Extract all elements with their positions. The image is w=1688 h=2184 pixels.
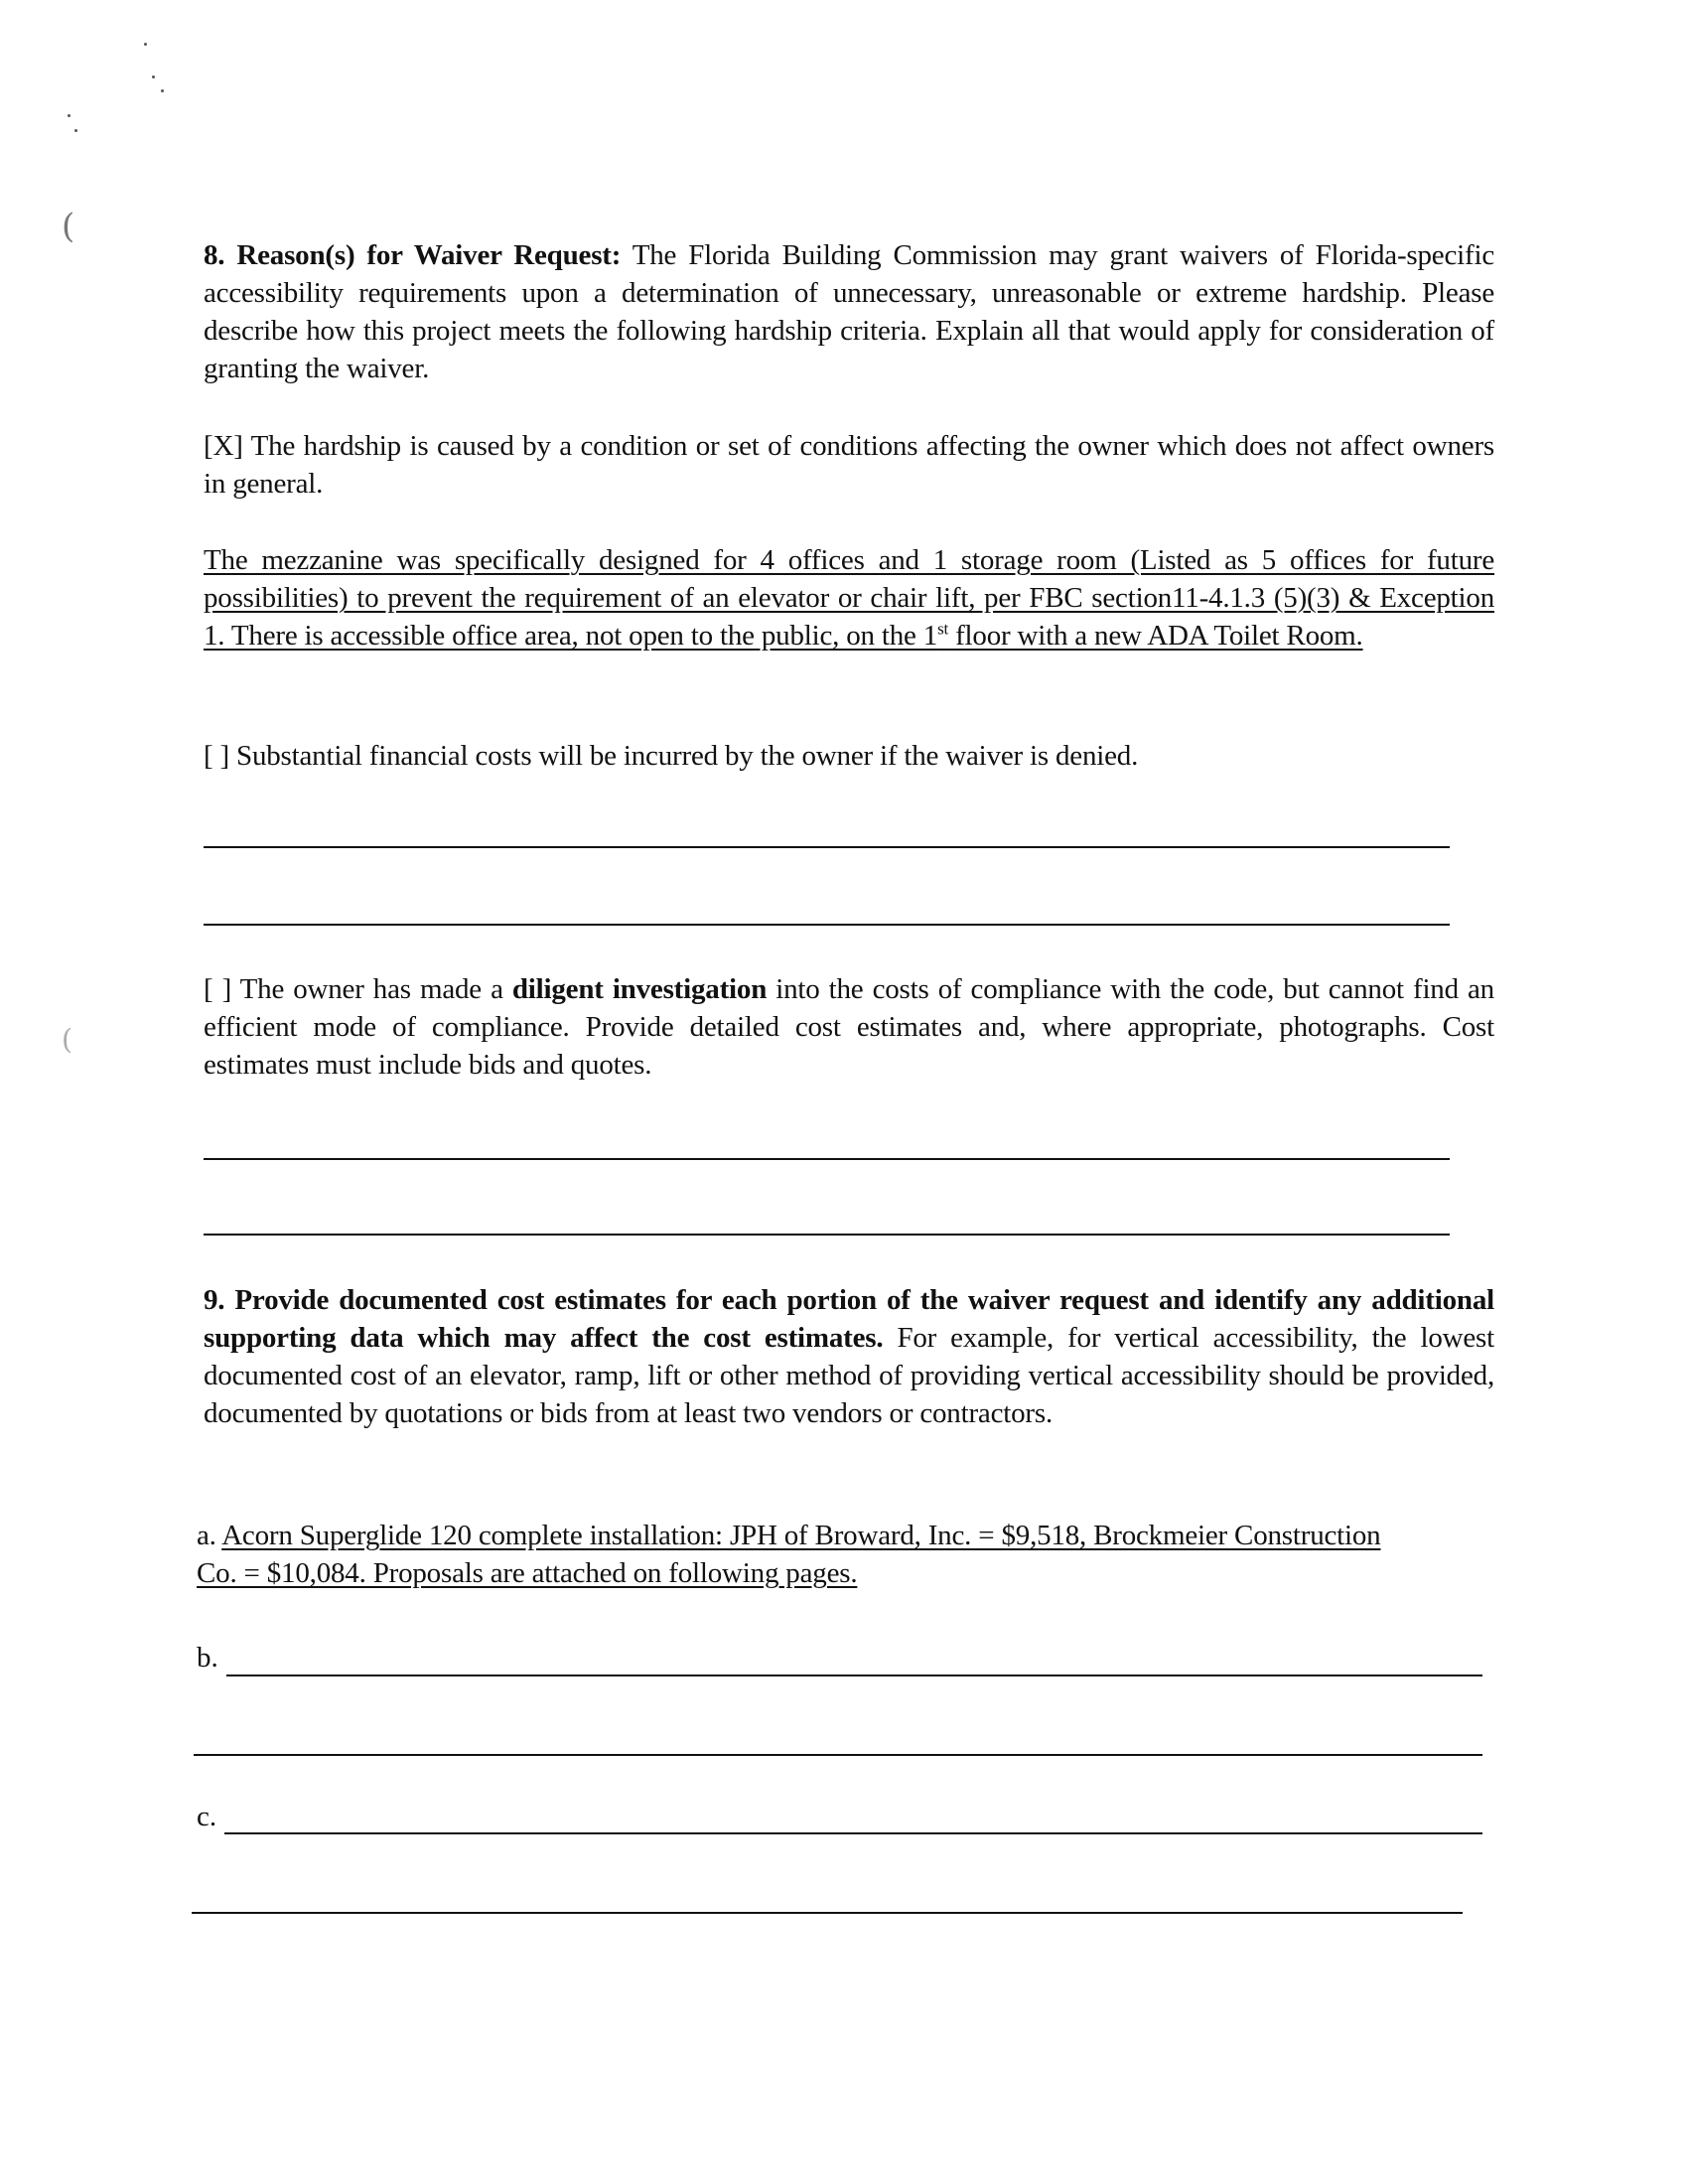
item-c-line-2[interactable]: [192, 1912, 1463, 1914]
section-9-number: 9.: [204, 1284, 225, 1316]
scan-speck: [144, 43, 147, 46]
criterion-checkbox[interactable]: [ ]: [204, 973, 232, 1005]
item-label: a.: [197, 1520, 216, 1551]
investigation-response-line-1[interactable]: [204, 1158, 1450, 1160]
response-text: The mezzanine was specifically designed for 4 offices and 1 storage room (Listed as 5 offices for future possibilities) to prevent the requirement of an elevator or chair lift, per FBC section11-4.1.3 (5)(3) & Exception 1. There is accessible office area, not open to the public, on the 1st floor with a new ADA Toilet Room.: [204, 544, 1494, 652]
criterion-checkbox[interactable]: [ ]: [204, 740, 229, 772]
margin-bracket-mark: (: [62, 207, 75, 246]
scan-speck: [152, 75, 155, 78]
section-8-number: 8.: [204, 239, 225, 271]
financial-costs-response-line-2[interactable]: [204, 924, 1450, 926]
section-8-heading: Reason(s) for Waiver Request:: [236, 239, 622, 271]
item-label: b.: [197, 1642, 218, 1674]
cost-estimate-item-a: [197, 1517, 1418, 1592]
section-9-intro: [204, 1281, 1494, 1432]
item-b-line-1[interactable]: [226, 1674, 1482, 1676]
item-c-line-1[interactable]: [224, 1832, 1482, 1834]
criterion-diligent-investigation: [204, 970, 1494, 1084]
criterion-owner-condition-response: [204, 541, 1494, 655]
criterion-text-bold: diligent investigation: [511, 973, 768, 1005]
criterion-owner-condition: [204, 427, 1494, 503]
criterion-text: The hardship is caused by a condition or set of conditions affecting the owner which does not affect owners in general.: [204, 430, 1494, 500]
item-label: c.: [197, 1801, 217, 1832]
scan-speck: [74, 129, 77, 132]
criterion-text-after: into the costs of compliance with the code, but cannot find an efficient mode of compliance. Provide detailed cost estimates and, where appropriate, photographs. Cost estimates must include bids and quotes.: [204, 973, 1494, 1081]
criterion-text: Substantial financial costs will be incurred by the owner if the waiver is denied.: [236, 740, 1139, 772]
section-9-heading: Provide documented cost estimates for each portion of the waiver request and identify any additional supporting data which may affect the cost estimates.: [204, 1284, 1494, 1354]
margin-bracket-mark: (: [62, 1023, 72, 1056]
investigation-response-line-2[interactable]: [204, 1234, 1450, 1236]
criterion-checkbox-checked[interactable]: [X]: [204, 430, 243, 462]
criterion-text-before: The owner has made a: [239, 973, 503, 1005]
item-b-line-2[interactable]: [194, 1754, 1482, 1756]
scan-speck: [161, 89, 164, 92]
section-9-intro-text: For example, for vertical accessibility, the lowest documented cost of an elevator, ramp, lift or other method of providing vertical accessibility should be provided, documented by quotations or bids from at least two vendors or contractors.: [204, 1322, 1494, 1429]
section-8-intro-text: The Florida Building Commission may grant waivers of Florida-specific accessibility requirements upon a determination of unnecessary, unreasonable or extreme hardship. Please describe how this project meets the following hardship criteria. Explain all that would apply for consideration of granting the waiver.: [204, 239, 1494, 384]
section-8-intro: [204, 236, 1494, 387]
financial-costs-response-line-1[interactable]: [204, 846, 1450, 848]
criterion-financial-costs: [204, 737, 1494, 775]
item-a-text: Acorn Superglide 120 complete installation: JPH of Broward, Inc. = $9,518, Brockmeier Construction Co. = $10,084. Proposals are attached on following pages.: [197, 1520, 1381, 1589]
scan-speck: [68, 114, 70, 117]
